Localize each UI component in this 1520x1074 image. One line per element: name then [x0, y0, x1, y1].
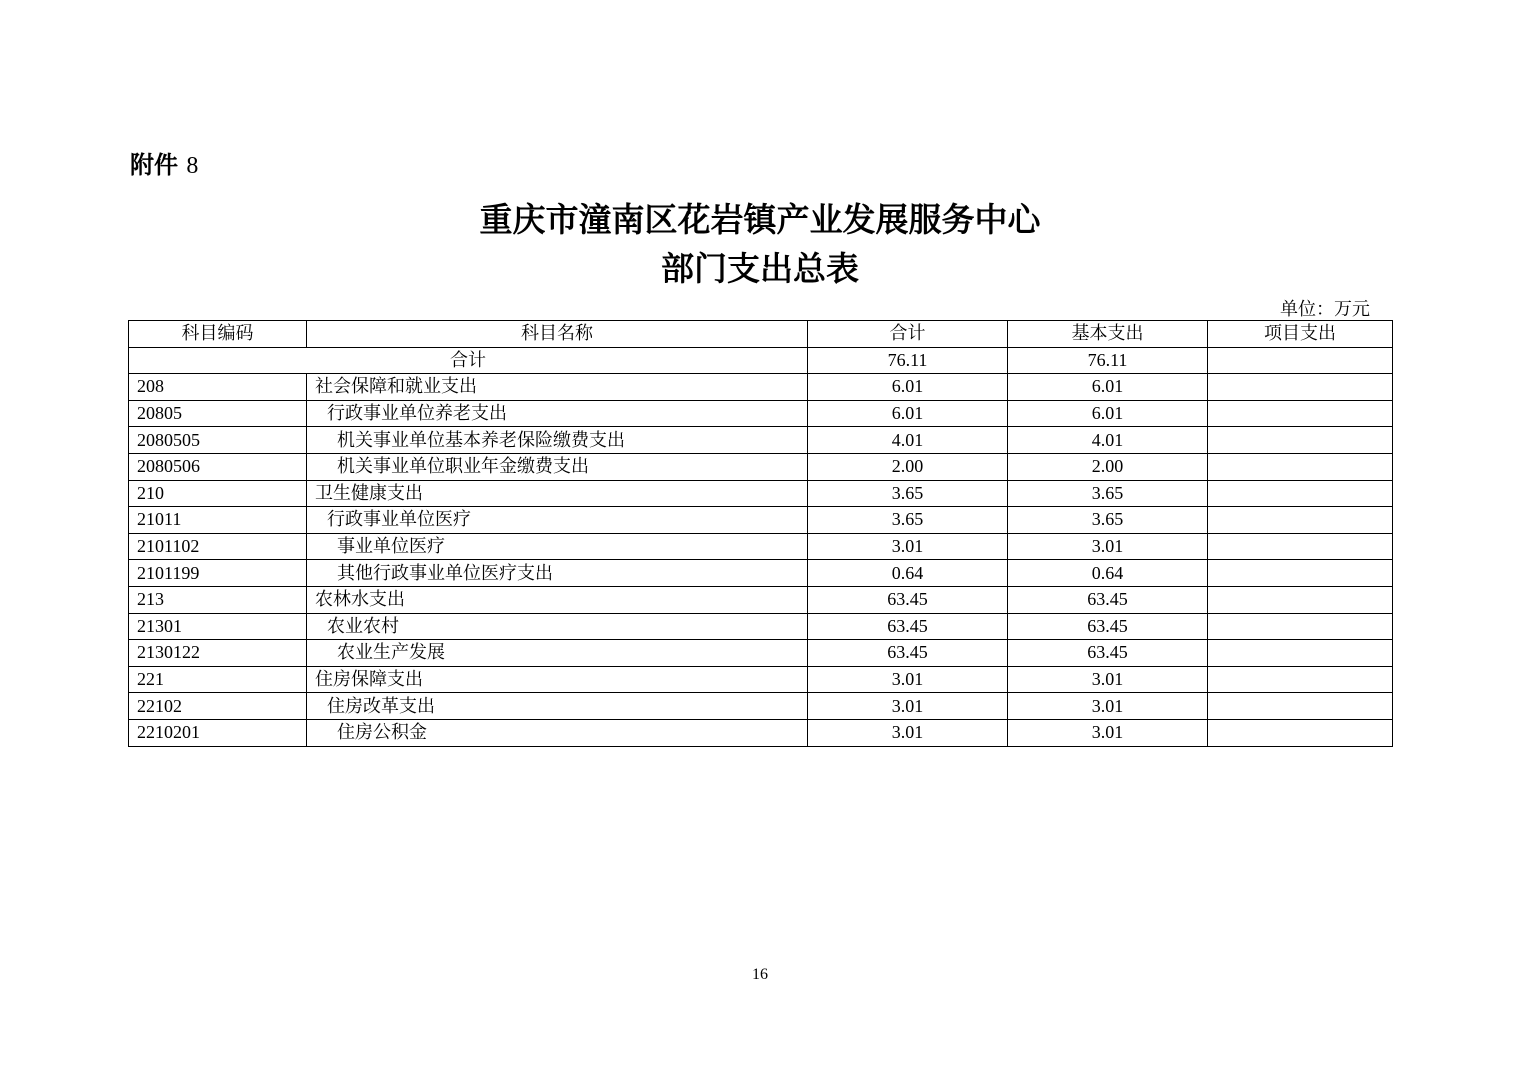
table-row [129, 586, 1393, 613]
row-project [1208, 374, 1393, 401]
row-total: 6.01 [808, 400, 1008, 427]
row-project [1208, 400, 1393, 427]
total-row [129, 347, 1393, 374]
table-row [129, 453, 1393, 480]
row-total: 4.01 [808, 427, 1008, 454]
page-number: 16 [752, 966, 768, 983]
document-subtitle: 部门支出总表 [661, 249, 859, 288]
header-code: 科目编码 [129, 321, 307, 348]
row-code: 210 [129, 480, 307, 507]
row-project [1208, 507, 1393, 534]
row-name: 机关事业单位基本养老保险缴费支出 [307, 427, 808, 454]
row-basic: 3.65 [1008, 507, 1208, 534]
table-row [129, 640, 1393, 667]
table-row [129, 560, 1393, 587]
row-project [1208, 533, 1393, 560]
row-project [1208, 453, 1393, 480]
row-total: 2.00 [808, 453, 1008, 480]
row-total: 3.01 [808, 719, 1008, 746]
row-basic: 3.01 [1008, 533, 1208, 560]
table-row [129, 374, 1393, 401]
row-project [1208, 693, 1393, 720]
table-row [129, 507, 1393, 534]
row-project [1208, 586, 1393, 613]
table-row [129, 400, 1393, 427]
row-name: 农业农村 [307, 613, 808, 640]
row-project [1208, 640, 1393, 667]
table-header-row [129, 321, 1393, 348]
row-name: 事业单位医疗 [307, 533, 808, 560]
total-project [1208, 347, 1393, 374]
row-name: 卫生健康支出 [307, 480, 808, 507]
row-total: 3.01 [808, 533, 1008, 560]
attachment-number: 8 [186, 153, 199, 179]
total-label: 合计 [129, 347, 808, 374]
unit-label: 单位：万元 [1280, 299, 1370, 319]
row-name: 其他行政事业单位医疗支出 [307, 560, 808, 587]
row-code: 2101199 [129, 560, 307, 587]
table-row [129, 480, 1393, 507]
row-project [1208, 613, 1393, 640]
table-row [129, 719, 1393, 746]
row-code: 2210201 [129, 719, 307, 746]
row-code: 21011 [129, 507, 307, 534]
row-basic: 3.65 [1008, 480, 1208, 507]
attachment-text: 附件 [130, 151, 178, 179]
row-name: 社会保障和就业支出 [307, 374, 808, 401]
row-basic: 3.01 [1008, 693, 1208, 720]
row-total: 3.01 [808, 693, 1008, 720]
row-basic: 0.64 [1008, 560, 1208, 587]
row-name: 行政事业单位医疗 [307, 507, 808, 534]
table-row [129, 666, 1393, 693]
row-code: 22102 [129, 693, 307, 720]
row-code: 20805 [129, 400, 307, 427]
row-name: 住房保障支出 [307, 666, 808, 693]
row-project [1208, 719, 1393, 746]
row-total: 63.45 [808, 586, 1008, 613]
total-total: 76.11 [808, 347, 1008, 374]
row-code: 2080505 [129, 427, 307, 454]
row-name: 农业生产发展 [307, 640, 808, 667]
row-code: 21301 [129, 613, 307, 640]
header-name: 科目名称 [307, 321, 808, 348]
row-project [1208, 666, 1393, 693]
row-project [1208, 427, 1393, 454]
row-name: 住房改革支出 [307, 693, 808, 720]
row-name: 农林水支出 [307, 586, 808, 613]
document-title: 重庆市潼南区花岩镇产业发展服务中心 [479, 200, 1041, 239]
table-row [129, 693, 1393, 720]
row-code: 2130122 [129, 640, 307, 667]
row-name: 机关事业单位职业年金缴费支出 [307, 453, 808, 480]
header-project: 项目支出 [1208, 321, 1393, 348]
row-total: 63.45 [808, 613, 1008, 640]
row-name: 行政事业单位养老支出 [307, 400, 808, 427]
row-basic: 2.00 [1008, 453, 1208, 480]
row-project [1208, 560, 1393, 587]
row-basic: 3.01 [1008, 719, 1208, 746]
attachment-label [130, 145, 198, 180]
row-basic: 63.45 [1008, 613, 1208, 640]
expenditure-table [128, 320, 1393, 747]
row-code: 2080506 [129, 453, 307, 480]
header-total: 合计 [808, 321, 1008, 348]
row-total: 3.01 [808, 666, 1008, 693]
row-total: 0.64 [808, 560, 1008, 587]
row-total: 3.65 [808, 480, 1008, 507]
row-total: 63.45 [808, 640, 1008, 667]
row-basic: 4.01 [1008, 427, 1208, 454]
header-basic: 基本支出 [1008, 321, 1208, 348]
table-row [129, 533, 1393, 560]
row-project [1208, 480, 1393, 507]
table-row [129, 613, 1393, 640]
row-basic: 63.45 [1008, 640, 1208, 667]
row-basic: 3.01 [1008, 666, 1208, 693]
row-basic: 6.01 [1008, 400, 1208, 427]
table-row [129, 427, 1393, 454]
row-code: 213 [129, 586, 307, 613]
row-total: 3.65 [808, 507, 1008, 534]
row-basic: 63.45 [1008, 586, 1208, 613]
row-total: 6.01 [808, 374, 1008, 401]
row-name: 住房公积金 [307, 719, 808, 746]
row-code: 2101102 [129, 533, 307, 560]
total-basic: 76.11 [1008, 347, 1208, 374]
row-code: 221 [129, 666, 307, 693]
row-code: 208 [129, 374, 307, 401]
row-basic: 6.01 [1008, 374, 1208, 401]
